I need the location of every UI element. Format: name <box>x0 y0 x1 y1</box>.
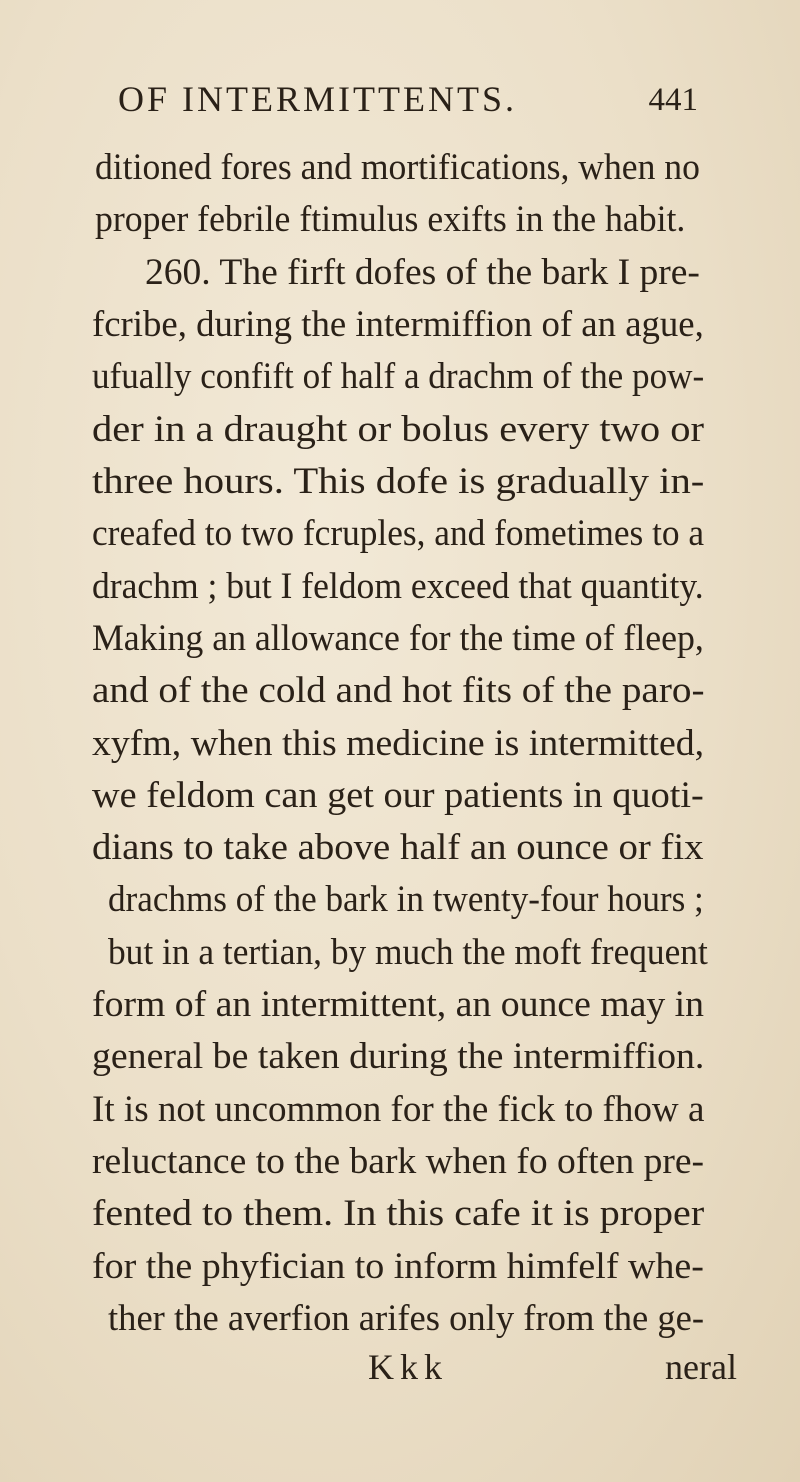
catchword: neral <box>665 1346 737 1387</box>
text-line: creafed to two fcruples, and fometimes to a <box>92 513 705 555</box>
text-line: form of an intermittent, an ounce may in <box>92 984 705 1026</box>
page-number: 441 <box>648 82 698 118</box>
text-line: ther the averfion arifes only from the ge- <box>108 1298 705 1339</box>
text-line: fcribe, during the intermiffion of an ague, <box>92 303 704 345</box>
running-head <box>118 74 698 124</box>
text-line: der in a draught or bolus every two or <box>92 408 704 450</box>
text-line: but in a tertian, by much the moft frequent <box>108 931 708 973</box>
text-line: xyfm, when this medicine is intermitted, <box>92 722 705 764</box>
text-line: proper febrile ftimulus exifts in the habit. <box>95 199 686 241</box>
text-line: drachm ; but I feldom exceed that quantity. <box>92 565 704 607</box>
catchline <box>0 1346 800 1396</box>
text-line: fented to them. In this cafe it is proper <box>92 1193 705 1235</box>
text-line: 260. The firft dofes of the bark I pre- <box>145 251 700 293</box>
running-title: OF INTERMITTENTS. <box>118 79 517 119</box>
text-line: ufually confift of half a drachm of the pow- <box>92 356 705 398</box>
text-line: three hours. This dofe is gradually in- <box>92 460 705 502</box>
text-line: and of the cold and hot fits of the paro- <box>92 670 705 712</box>
text-line: reluctance to the bark when fo often pre- <box>92 1141 705 1183</box>
text-line: Making an allowance for the time of fleep, <box>92 617 704 659</box>
text-line: It is not uncommon for the fick to fhow a <box>92 1088 705 1130</box>
text-line: we feldom can get our patients in quoti- <box>92 774 704 816</box>
text-line: dians to take above half an ounce or fix <box>92 827 704 869</box>
text-line: general be taken during the intermiffion. <box>92 1036 705 1078</box>
text-line: for the phyfician to inform himfelf whe- <box>92 1245 704 1287</box>
signature-mark: Kkk <box>368 1346 448 1387</box>
text-line: drachms of the bark in twenty-four hours ; <box>108 879 704 921</box>
text-line: ditioned fores and mortifications, when no <box>95 147 700 188</box>
